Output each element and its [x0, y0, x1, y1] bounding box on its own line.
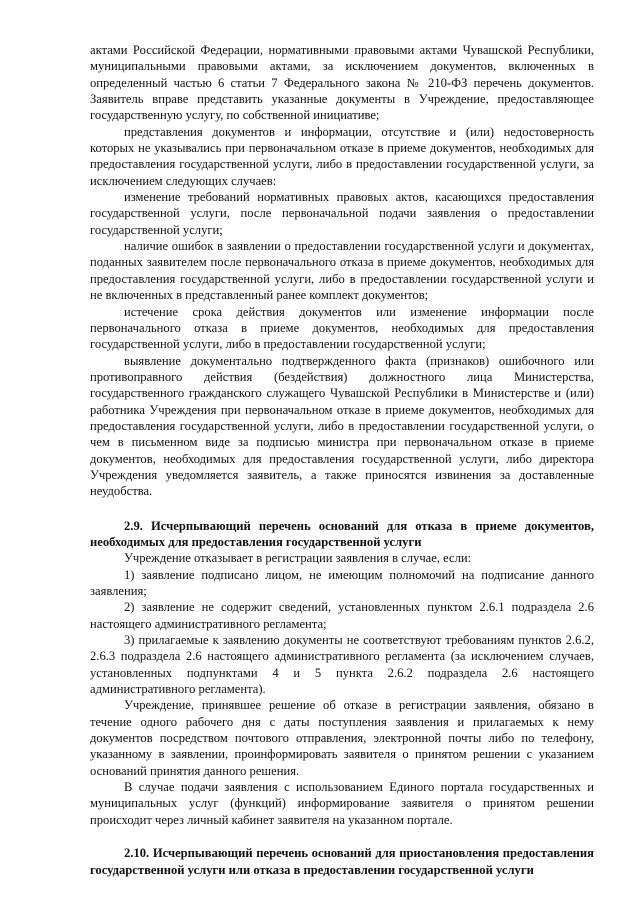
section-2-9-paragraph-3: 2) заявление не содержит сведений, установленных пунктом 2.6.1 подраздела 2.6 настоящего административного регламента;: [90, 600, 594, 631]
section-2-9-paragraph-1: Учреждение отказывает в регистрации заявления в случае, если:: [124, 551, 472, 566]
section-2-10-heading: 2.10. Исчерпывающий перечень оснований для приостановления предоставления государственной услуги или отказа в предоставлении государственной услуги: [90, 846, 594, 877]
intro-paragraph-2: представления документов и информации, отсутствие и (или) недостоверность которых не указывались при первоначальном отказе в приеме документов, необходимых для предоставления государственной услуги, либо в предоставлении государственной услуги, за исключением следующих случаев:: [90, 124, 594, 188]
section-2-9-heading: 2.9. Исчерпывающий перечень оснований для отказа в приеме документов, необходимых для предоставления государственной услуги: [90, 518, 594, 549]
section-2-9-paragraph-5: Учреждение, принявшее решение об отказе в регистрации заявления, обязано в течение одного рабочего дня с даты поступления заявления и прилагаемых к нему документов посредством почтового отправления, электронной почты либо по телефону, указанному в заявлении, проинформировать заявителя о принятом решении с указанием оснований принятия данного решения.: [90, 698, 594, 778]
section-2-9-paragraph-4: 3) прилагаемые к заявлению документы не соответствуют требованиям пунктов 2.6.2, 2.6.3 подраздела 2.6 настоящего административного регламента (за исключением случаев, установленных подпунктами 4 и 5 пункта 2.6.2 подраздела 2.6 настоящего административного регламента).: [90, 633, 594, 697]
intro-paragraph-3: изменение требований нормативных правовых актов, касающихся предоставления государственной услуги, после первоначальной подачи заявления о предоставлении государственной услуги;: [90, 190, 594, 237]
intro-paragraph-1: актами Российской Федерации, нормативными правовыми актами Чувашской Республики, муниципальными правовыми актами, за исключением документов, включенных в определенный частью 6 статьи 7 Федерального закона № 210-ФЗ перечень документов. Заявитель вправе представить указанные документы в Учреждение, предоставляющее государственную услугу, по собственной инициативе;: [90, 43, 594, 123]
section-2-9-paragraph-2: 1) заявление подписано лицом, не имеющим полномочий на подписание данного заявления;: [90, 567, 594, 598]
document-page: [90, 42, 594, 878]
intro-paragraph-4: наличие ошибок в заявлении о предоставлении государственной услуги и документах, поданных заявителем после первоначального отказа в приеме документов, необходимых для предоставления государственной услуги, либо в предоставлении государственной услуги и не включенных в представленный ранее комплект документов;: [90, 239, 594, 303]
section-spacer: [90, 500, 594, 518]
section-spacer: [90, 828, 594, 845]
intro-paragraph-6: выявление документально подтвержденного факта (признаков) ошибочного или противоправного действия (бездействия) должностного лица Министерства, государственного гражданского служащего Чувашской Республики в Министерстве и (или) работника Учреждения при первоначальном отказе в приеме документов, необходимых для предоставления государственной услуги, либо в предоставлении государственной услуги, о чем в письменном виде за подписью министра при первоначальном отказе в приеме документов, необходимых для предоставления государственной услуги, либо директора Учреждения уведомляется заявитель, а также приносятся извинения за доставленные неудобства.: [90, 353, 594, 499]
section-2-9-paragraph-6: В случае подачи заявления с использованием Единого портала государственных и муниципальных услуг (функций) информирование заявителя о принятом решении происходит через личный кабинет заявителя на указанном портале.: [90, 780, 594, 827]
intro-paragraph-5: истечение срока действия документов или изменение информации после первоначального отказа в приеме документов, необходимых для предоставления государственной услуги, либо в предоставлении государственной услуги;: [90, 304, 594, 352]
